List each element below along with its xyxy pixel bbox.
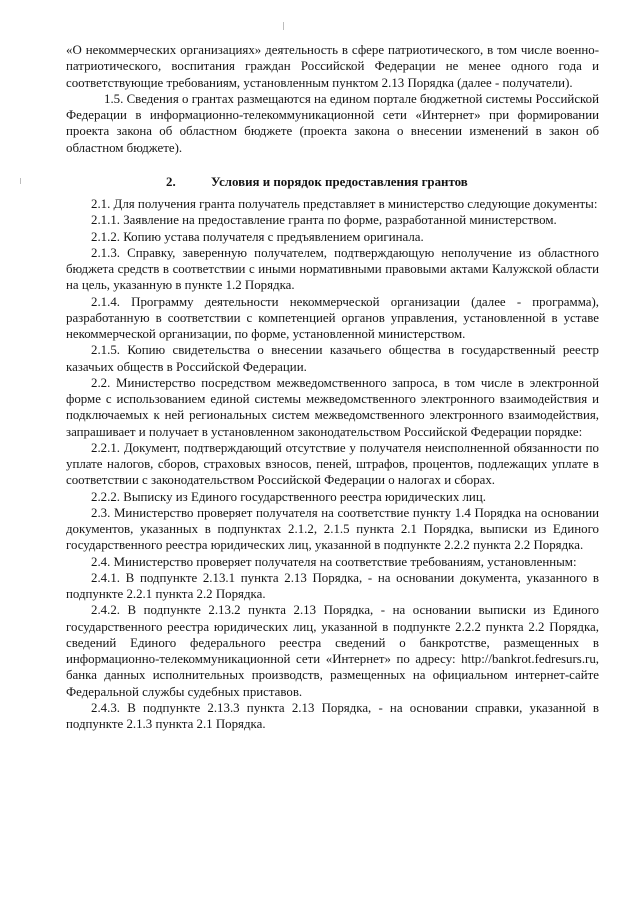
paragraph-2-1-4: 2.1.4. Программу деятельности некоммерческой организации (далее - программа), разработанную в соответствии с компетенцией органов управления, установленной в уставе некоммерческой организации, по форме, установленной министерством.: [66, 294, 599, 341]
document-body: [66, 42, 599, 732]
section-heading: [66, 174, 599, 190]
paragraph-2-4: 2.4. Министерство проверяет получателя на соответствие требованиям, установленным:: [91, 554, 577, 569]
scan-artifact-line: [283, 22, 284, 30]
section-number: 2.: [166, 174, 176, 189]
paragraph-2-2: 2.2. Министерство посредством межведомственного запроса, в том числе в электронной форме с использованием единой системы межведомственного электронного взаимодействия и подключаемых к ней региональных систем межведомственного электронного взаимодействия, запрашивает и получает в установленном законодательством Российской Федерации порядке:: [66, 375, 599, 439]
paragraph-2-3: 2.3. Министерство проверяет получателя на соответствие пункту 1.4 Порядка на основании документов, указанных в подпунктах 2.1.2, 2.1.5 пункта 2.1 Порядка, выписки из Единого государственного реестра юридических лиц, указанной в подпункте 2.2.2 пункта 2.2 Порядка.: [66, 505, 599, 553]
paragraph-2-4-1: 2.4.1. В подпункте 2.13.1 пункта 2.13 Порядка, - на основании документа, указанного в подпункте 2.2.1 пункта 2.2 Порядка.: [66, 570, 599, 601]
paragraph-2-1-5: 2.1.5. Копию свидетельства о внесении казачьего общества в государственный реестр казачьих обществ в Российской Федерации.: [66, 343, 599, 374]
paragraph-2-1-1: 2.1.1. Заявление на предоставление гранта по форме, разработанной министерством.: [91, 213, 557, 228]
paragraph-2-1-2: 2.1.2. Копию устава получателя с предъявлением оригинала.: [91, 229, 424, 244]
scan-artifact-line: [20, 178, 21, 184]
paragraph-2-4-2: 2.4.2. В подпункте 2.13.2 пункта 2.13 Порядка, - на основании выписки из Единого государственного реестра юридических лиц, указанной в подпункте 2.2.2 пункта 2.2 Порядка, сведений Единого федерального реестра сведений о банкротстве, размещенных в информационно-телекоммуникационной сети «Интернет» по адресу: http://bankrot.fedresurs.ru, банка данных исполнительных производств, размещенных на официальном интернет-сайте Федеральной службы судебных приставов.: [66, 603, 599, 699]
paragraph-2-4-3: 2.4.3. В подпункте 2.13.3 пункта 2.13 Порядка, - на основании справки, указанной в подпункте 2.1.3 пункта 2.1 Порядка.: [66, 700, 599, 731]
spacer: [66, 156, 599, 174]
intro-paragraph: «О некоммерческих организациях» деятельность в сфере патриотического, в том числе военно-патриотического, воспитания граждан Российской Федерации не менее одного года и соответствующие требованиям, установленным пунктом 2.13 Порядка (далее - получатели).: [66, 43, 599, 90]
paragraph-2-2-2: 2.2.2. Выписку из Единого государственного реестра юридических лиц.: [91, 489, 486, 504]
paragraph-2-1: 2.1. Для получения гранта получатель представляет в министерство следующие документы:: [91, 197, 598, 211]
paragraph-2-2-1: 2.2.1. Документ, подтверждающий отсутствие у получателя неисполненной обязанности по уплате налогов, сборов, страховых взносов, пеней, штрафов, процентов, подлежащих уплате в соответствии с законодательством Российской Федерации о налогах и сборах.: [66, 440, 599, 488]
section-title: Условия и порядок предоставления грантов: [211, 174, 468, 189]
paragraph-2-1-3: 2.1.3. Справку, заверенную получателем, подтверждающую неполучение из областного бюджета средств в соответствии с иными нормативными правовыми актами Калужской области на цель, указанную в пункте 1.2 Порядка.: [66, 245, 599, 293]
paragraph-1-5: 1.5. Сведения о грантах размещаются на едином портале бюджетной системы Российской Федерации в информационно-телекоммуникационной сети «Интернет» при формировании проекта закона об областном бюджете (проекта закона о внесении изменений в закон об областном бюджете).: [66, 91, 599, 155]
